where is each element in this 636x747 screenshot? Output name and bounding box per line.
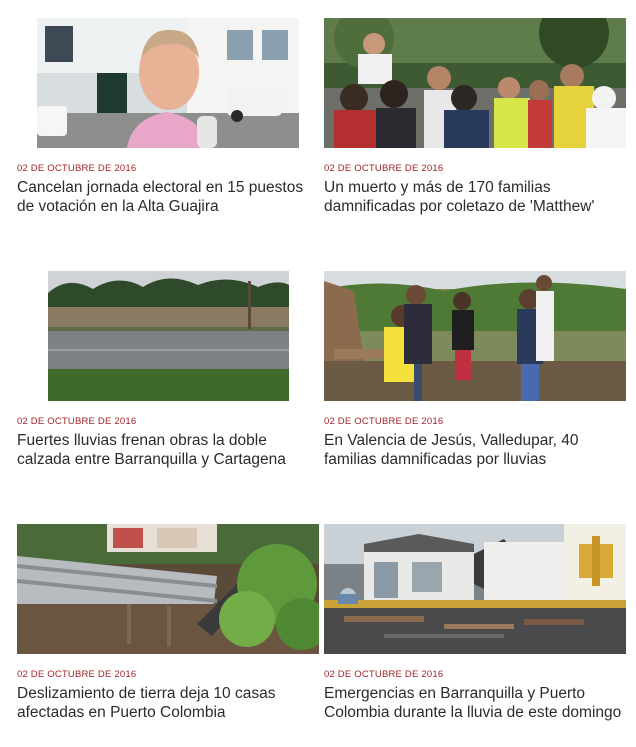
article-thumbnail[interactable] bbox=[48, 271, 289, 401]
article-thumbnail[interactable] bbox=[324, 18, 626, 148]
article-date: 02 DE OCTUBRE DE 2016 bbox=[324, 669, 444, 680]
landslide-houses-photo bbox=[17, 524, 319, 654]
article-date: 02 DE OCTUBRE DE 2016 bbox=[324, 416, 444, 427]
article-date: 02 DE OCTUBRE DE 2016 bbox=[17, 163, 137, 174]
news-card[interactable] bbox=[17, 524, 323, 739]
article-thumbnail[interactable] bbox=[37, 18, 299, 148]
politician-interview-photo bbox=[37, 18, 299, 148]
news-card[interactable] bbox=[17, 18, 323, 238]
article-title[interactable]: Fuertes lluvias frenan obras la doble calzada entre Barranquilla y Cartagena bbox=[17, 432, 286, 468]
officials-inspect-damage-photo bbox=[324, 271, 626, 401]
flooded-road-photo bbox=[48, 271, 289, 401]
article-thumbnail[interactable] bbox=[17, 524, 319, 654]
article-title[interactable]: Emergencias en Barranquilla y Puerto Colombia durante la lluvia de este domingo bbox=[324, 685, 622, 721]
news-card[interactable] bbox=[324, 271, 630, 481]
news-card[interactable] bbox=[324, 18, 630, 238]
news-card[interactable] bbox=[17, 271, 323, 481]
article-thumbnail[interactable] bbox=[324, 524, 626, 654]
news-card[interactable] bbox=[324, 524, 630, 739]
article-date: 02 DE OCTUBRE DE 2016 bbox=[17, 416, 137, 427]
article-title[interactable]: En Valencia de Jesús, Valledupar, 40 familias damnificadas por lluvias bbox=[324, 432, 579, 468]
crowd-in-rain-photo bbox=[324, 18, 626, 148]
destroyed-building-photo bbox=[324, 524, 626, 654]
article-title[interactable]: Cancelan jornada electoral en 15 puestos de votación en la Alta Guajira bbox=[17, 179, 304, 215]
article-title[interactable]: Deslizamiento de tierra deja 10 casas afectadas en Puerto Colombia bbox=[17, 685, 276, 721]
article-thumbnail[interactable] bbox=[324, 271, 626, 401]
article-date: 02 DE OCTUBRE DE 2016 bbox=[324, 163, 444, 174]
article-date: 02 DE OCTUBRE DE 2016 bbox=[17, 669, 137, 680]
article-title[interactable]: Un muerto y más de 170 familias damnificadas por coletazo de 'Matthew' bbox=[324, 179, 595, 215]
